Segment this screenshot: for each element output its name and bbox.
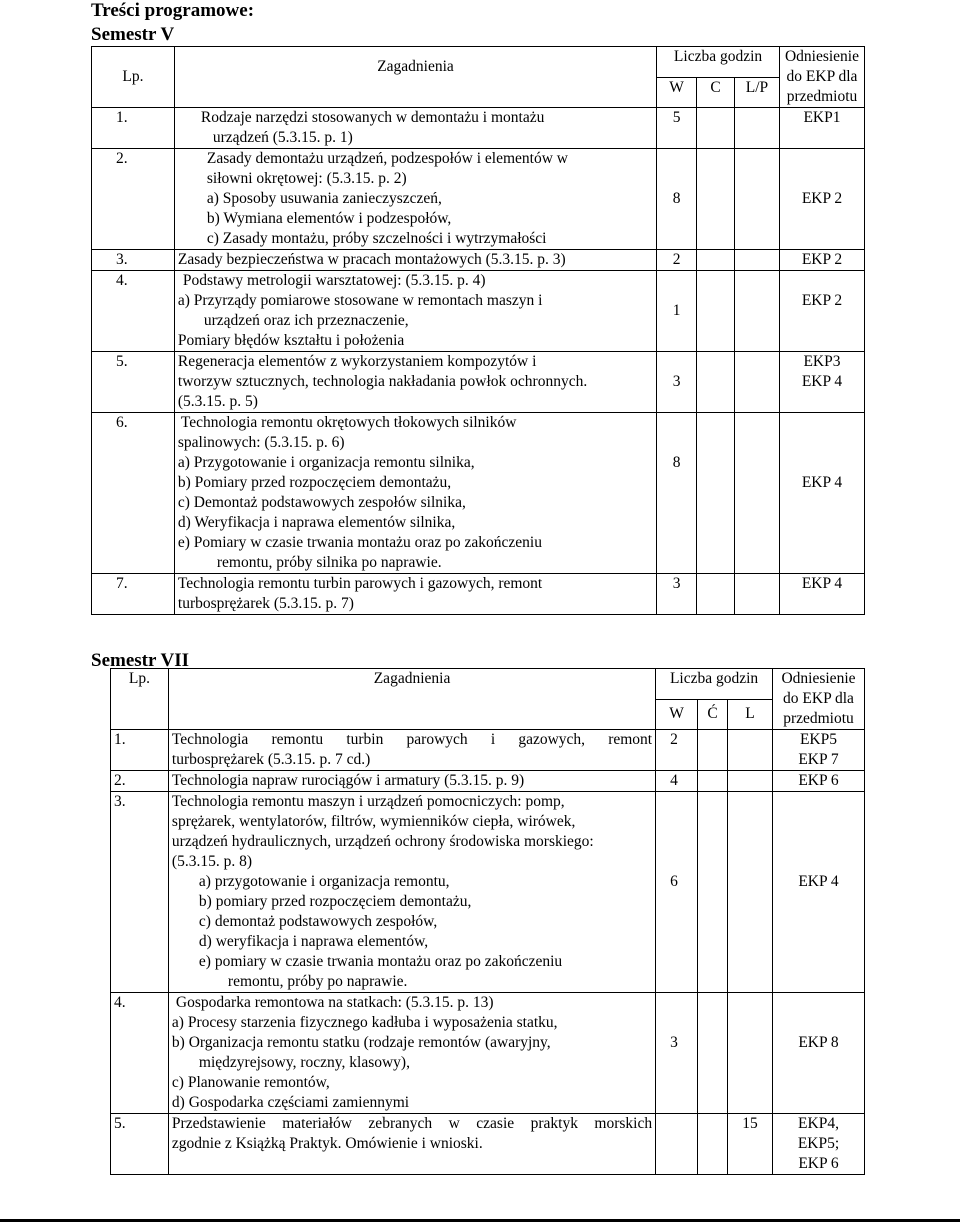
hours-l [728,792,773,993]
topic-line: Technologia remontu maszyn i urządzeń pomocniczych: pomp, [171,793,565,810]
row-topic: Zasady bezpieczeństwa w pracach montażowych (5.3.15. p. 3) [174,250,656,271]
row-number: 7. [92,574,175,615]
topic-line: e) Pomiary w czasie trwania montażu oraz po zakończeniu [177,534,542,551]
topic-line: Technologia remontu turbin parowych i gazowych, remont [171,731,653,748]
topic-line: b) Organizacja remontu statku (rodzaje remontów (awaryjny, [171,1034,551,1051]
bottom-rule [0,1219,960,1222]
topic-line: c) Planowanie remontów, [171,1074,330,1091]
topic-line: urządzeń hydraulicznych, urządzeń ochrony środowiska morskiego: [171,833,594,850]
topic-line: zgodnie z Książką Praktyk. Omówienie i wnioski. [171,1135,483,1152]
row-number: 5. [111,1114,169,1175]
header-lp: Lp. [111,669,169,730]
topic-line: międzyrejsowy, roczny, klasowy), [198,1054,410,1071]
table-row [111,730,865,771]
topic-line: spalinowych: (5.3.15. p. 6) [177,434,345,451]
semester-vii-table [110,668,865,1175]
row-ekp: EKP 6 [772,771,864,792]
header-liczba-godzin: Liczba godzin [656,669,773,700]
hours-w: 3 [656,993,698,1114]
semester-v-heading: Semestr V [91,24,175,45]
hours-w: 6 [656,792,698,993]
table-row [111,771,865,792]
topic-line: b) Pomiary przed rozpoczęciem demontażu, [177,474,452,491]
hours-w: 8 [657,149,697,250]
table-row [92,108,865,149]
topic-line: d) weryfikacja i naprawa elementów, [198,933,429,950]
topic-line: remontu, próby po naprawie. [227,973,408,990]
row-topic [168,730,655,771]
row-topic [174,271,656,352]
row-number: 3. [111,792,169,993]
table-row [92,352,865,413]
topic-line: Pomiary błędów kształtu i położenia [177,332,405,349]
topic-line: siłowni okrętowej: (5.3.15. p. 2) [206,170,407,187]
topic-line: sprężarek, wentylatorów, filtrów, wymienników ciepła, wirówek, [171,813,576,830]
header-odniesienie: Odniesienie do EKP dla przedmiotu [779,47,864,108]
row-topic [168,792,655,993]
row-number: 4. [111,993,169,1114]
topic-line: tworzyw sztucznych, technologia nakładania powłok ochronnych. [177,373,588,390]
hours-l [728,730,773,771]
row-topic [174,352,656,413]
row-ekp: EKP 4 [772,792,864,993]
row-ekp: EKP 2 [779,271,864,352]
header-zagadnienia: Zagadnienia [174,47,656,108]
row-ekp: EKP 8 [772,993,864,1114]
topic-line: a) Sposoby usuwania zanieczyszczeń, [206,190,442,207]
topic-line: Przedstawienie materiałów zebranych w czasie praktyk morskich [171,1115,653,1132]
row-topic [174,108,656,149]
topic-line: a) Procesy starzenia fizycznego kadłuba i wyposażenia statku, [171,1014,558,1031]
topic-line: d) Gospodarka częściami zamiennymi [171,1094,410,1111]
topic-line: (5.3.15. p. 8) [171,853,252,870]
hours-w: 2 [656,730,698,771]
topic-line: Technologia remontu okrętowych tłokowych silników [180,414,517,431]
topic-line: d) Weryfikacja i naprawa elementów silnika, [177,514,456,531]
header-zagadnienia: Zagadnienia [168,669,655,730]
row-ekp: EKP 2 [779,149,864,250]
topic-line: Podstawy metrologii warsztatowej: (5.3.15. p. 4) [182,272,486,289]
row-number: 3. [92,250,175,271]
hours-l [728,993,773,1114]
header-lp: Lp. [92,47,175,108]
hours-w [656,1114,698,1175]
row-number: 2. [111,771,169,792]
row-ekp: EKP1 [779,108,864,149]
table-row [92,149,865,250]
row-topic: Technologia napraw rurociągów i armatury (5.3.15. p. 9) [168,771,655,792]
header-c: C [697,77,735,108]
table-row [92,271,865,352]
table-row [111,792,865,993]
topic-line: Rodzaje narzędzi stosowanych w demontażu i montażu [200,109,545,126]
header-w: W [657,77,697,108]
row-topic [174,574,656,615]
table-row [111,993,865,1114]
row-ekp: EKP 2 [779,250,864,271]
topic-line: e) pomiary w czasie trwania montażu oraz po zakończeniu [198,953,563,970]
header-lp-col: L/P [735,77,780,108]
hours-l: 15 [728,1114,773,1175]
row-number: 1. [92,108,175,149]
table-row [92,413,865,574]
topic-line: c) Zasady montażu, próby szczelności i wytrzymałości [206,230,547,247]
topic-line: Technologia remontu turbin parowych i gazowych, remont [177,575,543,592]
hours-w: 3 [657,352,697,413]
hours-w: 1 [657,271,697,352]
topic-line: a) Przygotowanie i organizacja remontu silnika, [177,454,475,471]
header-odniesienie: Odniesienie do EKP dla przedmiotu [772,669,864,730]
topic-line: Zasady demontażu urządzeń, podzespołów i elementów w [206,150,568,167]
topic-line: remontu, próby silnika po naprawie. [216,554,442,571]
row-number: 2. [92,149,175,250]
row-ekp: EKP 4 [779,413,864,574]
topic-line: b) Wymiana elementów i podzespołów, [206,210,452,227]
header-liczba-godzin: Liczba godzin [657,47,780,78]
header-l: L [728,699,773,730]
hours-w: 8 [657,413,697,574]
row-topic [168,993,655,1114]
topic-line: turbosprężarek (5.3.15. p. 7) [177,595,354,612]
hours-w: 3 [657,574,697,615]
row-topic [174,149,656,250]
semester-v-table [91,46,865,615]
topic-line: a) przygotowanie i organizacja remontu, [198,873,450,890]
topic-line: urządzeń (5.3.15. p. 1) [212,129,353,146]
hours-w: 4 [656,771,698,792]
topic-line: a) Przyrządy pomiarowe stosowane w remontach maszyn i [177,292,543,309]
row-ekp: EKP4, EKP5; EKP 6 [772,1114,864,1175]
header-c: Ć [698,699,728,730]
topic-line: c) Demontaż podstawowych zespołów silnika, [177,494,466,511]
table-row [92,574,865,615]
topic-line: (5.3.15. p. 5) [177,393,258,410]
hours-l [728,771,773,792]
topic-line: urządzeń oraz ich przeznaczenie, [203,312,409,329]
row-number: 5. [92,352,175,413]
row-topic [174,413,656,574]
hours-w: 2 [657,250,697,271]
row-topic [168,1114,655,1175]
topic-line: b) pomiary przed rozpoczęciem demontażu, [198,893,472,910]
row-number: 1. [111,730,169,771]
row-number: 4. [92,271,175,352]
topic-line: turbosprężarek (5.3.15. p. 7 cd.) [171,751,371,768]
table-row [111,1114,865,1175]
hours-w: 5 [657,108,697,149]
row-number: 6. [92,413,175,574]
page-title: Treści programowe: [91,0,255,21]
row-ekp: EKP3 EKP 4 [779,352,864,413]
table-row [92,250,865,271]
semester-vii-heading: Semestr VII [91,650,189,671]
topic-line: Gospodarka remontowa na statkach: (5.3.15. p. 13) [175,994,494,1011]
row-ekp: EKP 4 [779,574,864,615]
header-w: W [656,699,698,730]
topic-line: Regeneracja elementów z wykorzystaniem kompozytów i [177,353,537,370]
row-ekp: EKP5 EKP 7 [772,730,864,771]
topic-line: c) demontaż podstawowych zespołów, [198,913,438,930]
